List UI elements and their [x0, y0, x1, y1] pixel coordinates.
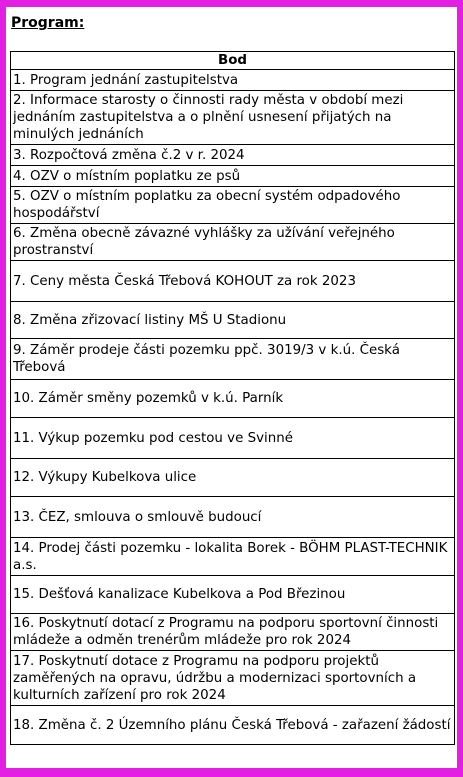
agenda-item: 5. OZV o místním poplatku za obecní systém odpadového hospodářství — [11, 187, 455, 224]
program-heading: Program: — [11, 15, 85, 31]
agenda-item: 4. OZV o místním poplatku ze psů — [11, 166, 455, 187]
table-row — [11, 91, 455, 145]
agenda-item: 14. Prodej části pozemku - lokalita Borek - BÖHM PLAST-TECHNIK a.s. — [11, 538, 455, 576]
table-row — [11, 70, 455, 91]
table-row — [11, 187, 455, 224]
table-row — [11, 651, 455, 706]
agenda-item: 2. Informace starosty o činnosti rady města v období mezi jednáním zastupitelstva a o plnění usnesení přijatých na minulých jednáních — [11, 91, 455, 145]
table-row — [11, 302, 455, 339]
agenda-item: 16. Poskytnutí dotací z Programu na podporu sportovní činnosti mládeže a odměn trenérům mládeže pro rok 2024 — [11, 614, 455, 651]
agenda-item: 12. Výkupy Kubelkova ulice — [11, 459, 455, 497]
agenda-item: 17. Poskytnutí dotace z Programu na podporu projektů zaměřených na opravu, údržbu a modernizaci sportovních a kulturních zařízení pro rok 2024 — [11, 651, 455, 706]
table-row — [11, 339, 455, 380]
table-row — [11, 261, 455, 302]
table-row — [11, 145, 455, 166]
table-row — [11, 418, 455, 459]
document-page — [6, 7, 457, 768]
table-row — [11, 538, 455, 576]
agenda-item: 8. Změna zřizovací listiny MŠ U Stadionu — [11, 302, 455, 339]
table-row — [11, 166, 455, 187]
table-row — [11, 224, 455, 261]
table-row — [11, 576, 455, 614]
agenda-item: 18. Změna č. 2 Územního plánu Česká Třebová - zařazení žádostí — [11, 706, 455, 745]
agenda-item: 11. Výkup pozemku pod cestou ve Svinné — [11, 418, 455, 459]
agenda-item: 6. Změna obecně závazné vyhlášky za užívání veřejného prostranství — [11, 224, 455, 261]
table-row — [11, 614, 455, 651]
agenda-item: 1. Program jednání zastupitelstva — [11, 70, 455, 91]
agenda-item: 9. Záměr prodeje části pozemku ppč. 3019/3 v k.ú. Česká Třebová — [11, 339, 455, 380]
table-row — [11, 459, 455, 497]
agenda-item: 10. Záměr směny pozemků v k.ú. Parník — [11, 380, 455, 418]
column-header-bod: Bod — [11, 52, 455, 70]
table-row — [11, 706, 455, 745]
table-row — [11, 380, 455, 418]
table-header-row — [11, 52, 455, 70]
agenda-item: 13. ČEZ, smlouva o smlouvě budoucí — [11, 497, 455, 538]
agenda-table — [10, 51, 455, 745]
agenda-item: 7. Ceny města Česká Třebová KOHOUT za rok 2023 — [11, 261, 455, 302]
agenda-item: 3. Rozpočtová změna č.2 v r. 2024 — [11, 145, 455, 166]
table-row — [11, 497, 455, 538]
agenda-item: 15. Dešťová kanalizace Kubelkova a Pod Březinou — [11, 576, 455, 614]
